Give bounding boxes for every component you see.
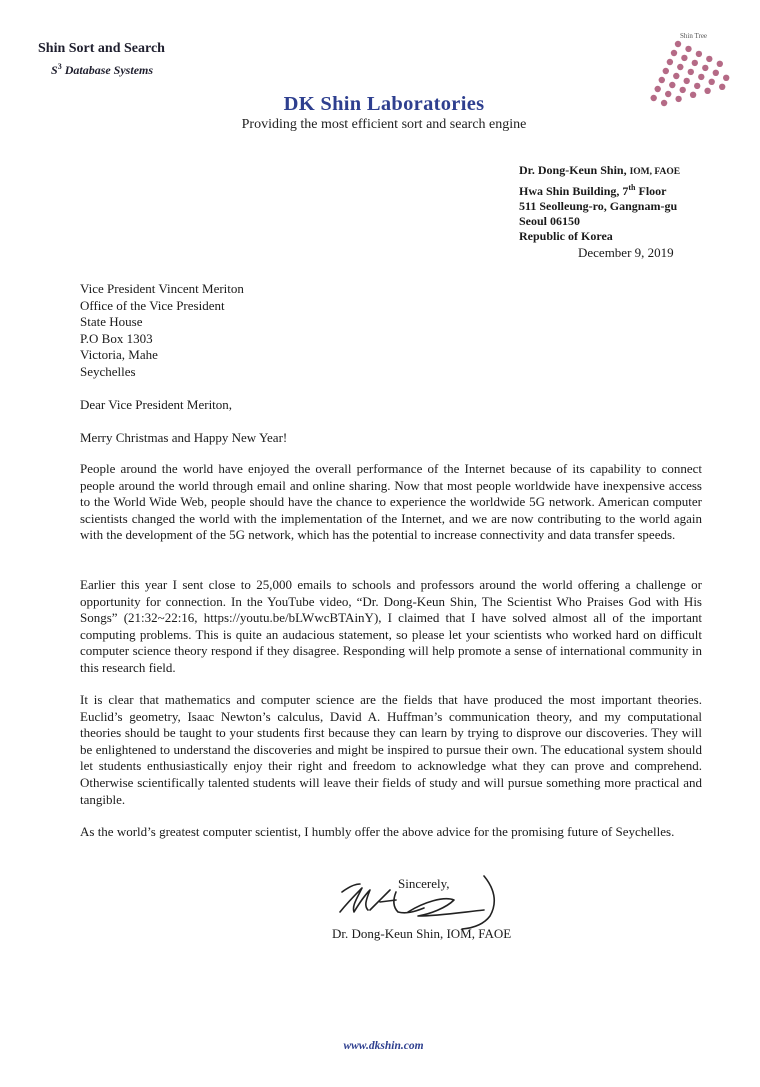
company-subtitle [38, 58, 165, 79]
logo-dot [709, 79, 715, 85]
logo-dot [684, 78, 690, 84]
sender-building-sup: th [628, 183, 636, 192]
logo-dot [677, 64, 683, 70]
logo-dot [692, 60, 698, 66]
logo-dot [681, 55, 687, 61]
logo-dot [685, 46, 691, 52]
sender-country: Republic of Korea [519, 229, 613, 243]
logo-dot [663, 68, 669, 74]
logo-dot [669, 82, 675, 88]
company-subtitle-text: Database Systems [64, 63, 154, 77]
sender-city: Seoul 06150 [519, 214, 581, 228]
sender-address [519, 163, 680, 244]
body-paragraph-4: As the world’s greatest computer scientist, I humbly offer the above advice for the promising future of Seychelles. [80, 824, 675, 839]
logo-dot [675, 41, 681, 47]
body-paragraph-2: Earlier this year I sent close to 25,000 emails to schools and professors around the world offering a challenge or opportunity for connection. In the YouTube video, “Dr. Dong-Keun Shin, The Scientist Who Praises God with His Songs” (21:32~22:16, https://youtu.be/bLWwcBTAinY), I claimed that I have solved almost all of the important computing problems. This is quite an audacious statement, so please let your scientists who worked hard on difficult computer science theory respond if they disagree. Responding will help promote a sense of international community in this research field. [80, 577, 702, 675]
website-link[interactable]: www.dkshin.com [343, 1040, 424, 1052]
logo-dot [706, 56, 712, 62]
recipient-address [80, 281, 244, 381]
recipient-line: P.O Box 1303 [80, 330, 153, 346]
logo-dot [723, 75, 729, 81]
recipient-line: Vice President Vincent Meriton [80, 281, 244, 296]
recipient-line: State House [80, 314, 143, 330]
logo-dot [719, 84, 725, 90]
letter-date: December 9, 2019 [578, 245, 674, 260]
logo-dot [702, 65, 708, 71]
logo-dot [671, 50, 677, 56]
logo-dot [688, 69, 694, 75]
logo-dot [659, 77, 665, 83]
logo-dot [713, 70, 719, 76]
sender-name: Dr. Dong-Keun Shin, [519, 163, 630, 177]
closing: Sincerely, [398, 876, 450, 891]
recipient-line: Seychelles [80, 363, 136, 379]
greeting: Merry Christmas and Happy New Year! [80, 430, 288, 445]
sender-name-line [519, 163, 680, 180]
company-s-superscript: 3 [57, 62, 62, 71]
signer-name: Dr. Dong-Keun Shin, IOM, FAOE [332, 926, 512, 941]
company-block [38, 40, 165, 79]
recipient-line: Office of the Vice President [80, 297, 225, 313]
salutation: Dear Vice President Meriton, [80, 397, 233, 412]
body-paragraph-1: People around the world have enjoyed the overall performance of the Internet because of its capability to connect people around the world through email and online sharing. Now that most people worldwide have inexpensive access to the World Wide Web, people should have the chance to experience the worldwide 5G network. American computer scientists changed the world with the implementation of the Internet, and we are now contributing to the world again with the development of the 5G network, which has the potential to increase connectivity and data transfer speeds. [80, 461, 702, 543]
sender-building-line [519, 180, 680, 199]
logo-label: Shin Tree [680, 32, 708, 40]
lab-title: DK Shin Laboratories [283, 93, 485, 115]
sender-building: Hwa Shin Building, 7 [519, 184, 629, 198]
company-s-letter: S [51, 63, 58, 77]
sender-street: 511 Seolleung-ro, Gangnam-gu [519, 199, 678, 213]
logo-dot [698, 74, 704, 80]
sender-post-nominals: IOM, FAOE [629, 167, 681, 177]
body-paragraph-3: It is clear that mathematics and computer science are the fields that have produced the most important theories. Euclid’s geometry, Isaac Newton’s calculus, David A. Huffman’s communication theory, and my computational theories should be taught to your students first because they can learn by trying to disprove our discoveries. They will be enlightened to understand the discoveries and might be inspired to pursue their own. The educational system should let students enthusiastically enjoy their right and freedom to acknowledge what they can prove and comprehend. Otherwise scientifically talented students will leave their fields of study and will pursue something more practical and tangible. [80, 692, 702, 807]
logo-dot [655, 86, 661, 92]
recipient-line: Victoria, Mahe [80, 347, 158, 363]
company-name: Shin Sort and Search [38, 41, 165, 56]
logo-dot [673, 73, 679, 79]
sender-floor: Floor [635, 184, 667, 198]
logo-dot [694, 83, 700, 89]
logo-dot [667, 59, 673, 65]
lab-tagline: Providing the most efficient sort and search engine [241, 117, 527, 132]
logo-dot [696, 51, 702, 57]
handwritten-signature-icon [334, 872, 504, 934]
logo-dot [717, 61, 723, 67]
